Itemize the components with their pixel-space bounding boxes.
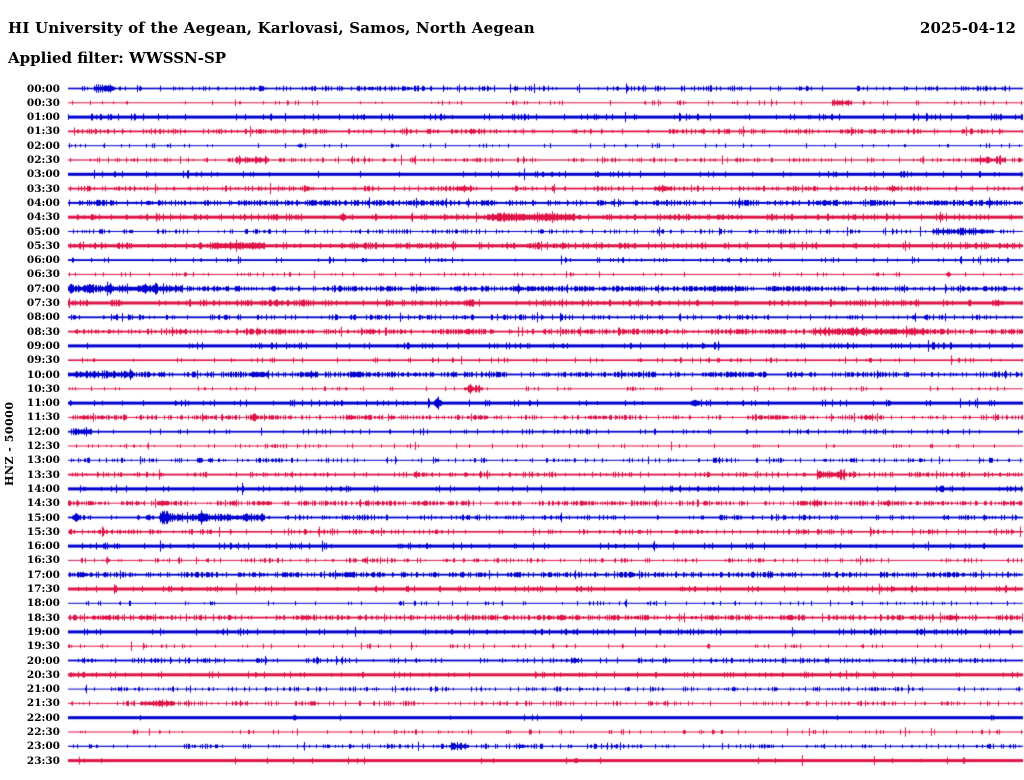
time-label: 04:00: [26, 196, 60, 209]
station-title: HI University of the Aegean, Karlovasi, Samos, North Aegean: [8, 19, 535, 37]
time-label: 13:30: [26, 468, 60, 481]
time-label: 15:30: [26, 525, 60, 538]
time-label: 15:00: [26, 511, 60, 524]
time-label: 08:30: [26, 325, 60, 338]
time-label: 17:30: [26, 583, 60, 595]
time-label: 11:00: [26, 397, 60, 410]
time-label: 08:00: [26, 311, 60, 324]
time-label: 18:30: [26, 611, 60, 624]
time-label: 23:30: [26, 754, 60, 767]
time-label: 06:00: [26, 254, 60, 267]
time-label: 00:30: [26, 96, 60, 109]
time-label: 09:00: [26, 339, 60, 352]
time-label: 19:30: [26, 640, 60, 653]
channel-scale-label: HNZ - 50000: [3, 401, 16, 487]
time-label: 14:00: [26, 482, 60, 495]
time-label: 12:00: [26, 425, 60, 438]
time-label: 16:00: [26, 540, 60, 553]
time-label: 12:30: [26, 440, 60, 452]
plot-date: 2025-04-12: [920, 19, 1016, 37]
time-label: 10:30: [26, 382, 60, 395]
time-label: 23:00: [26, 740, 60, 753]
time-label: 10:00: [26, 368, 60, 381]
time-label: 06:30: [26, 268, 60, 281]
time-label: 07:30: [26, 297, 60, 309]
time-label: 02:30: [26, 154, 60, 166]
time-label: 14:30: [26, 497, 60, 510]
time-label: 00:00: [26, 82, 60, 95]
time-label: 20:00: [26, 654, 60, 667]
time-label: 22:30: [26, 726, 60, 738]
time-label: 21:00: [26, 683, 60, 696]
time-label: 01:00: [26, 111, 60, 124]
time-label: 05:00: [26, 225, 60, 238]
time-label: 03:00: [26, 168, 60, 181]
time-label: 18:00: [26, 597, 60, 610]
time-label: 01:30: [26, 125, 60, 138]
time-label: 03:30: [26, 182, 60, 195]
time-label: 07:00: [26, 282, 60, 295]
time-label: 16:30: [26, 554, 60, 567]
applied-filter-label: Applied filter: WWSSN-SP: [8, 49, 227, 67]
time-label: 22:00: [26, 711, 60, 724]
time-label: 11:30: [26, 411, 60, 424]
time-label: 17:00: [26, 568, 60, 581]
time-label: 13:00: [26, 454, 60, 467]
time-label: 09:30: [26, 354, 60, 367]
time-label: 19:00: [26, 625, 60, 638]
time-label: 02:00: [26, 139, 60, 152]
time-label: 20:30: [26, 668, 60, 681]
time-label: 05:30: [26, 239, 60, 252]
time-label: 21:30: [26, 697, 60, 710]
time-label: 04:30: [26, 211, 60, 224]
